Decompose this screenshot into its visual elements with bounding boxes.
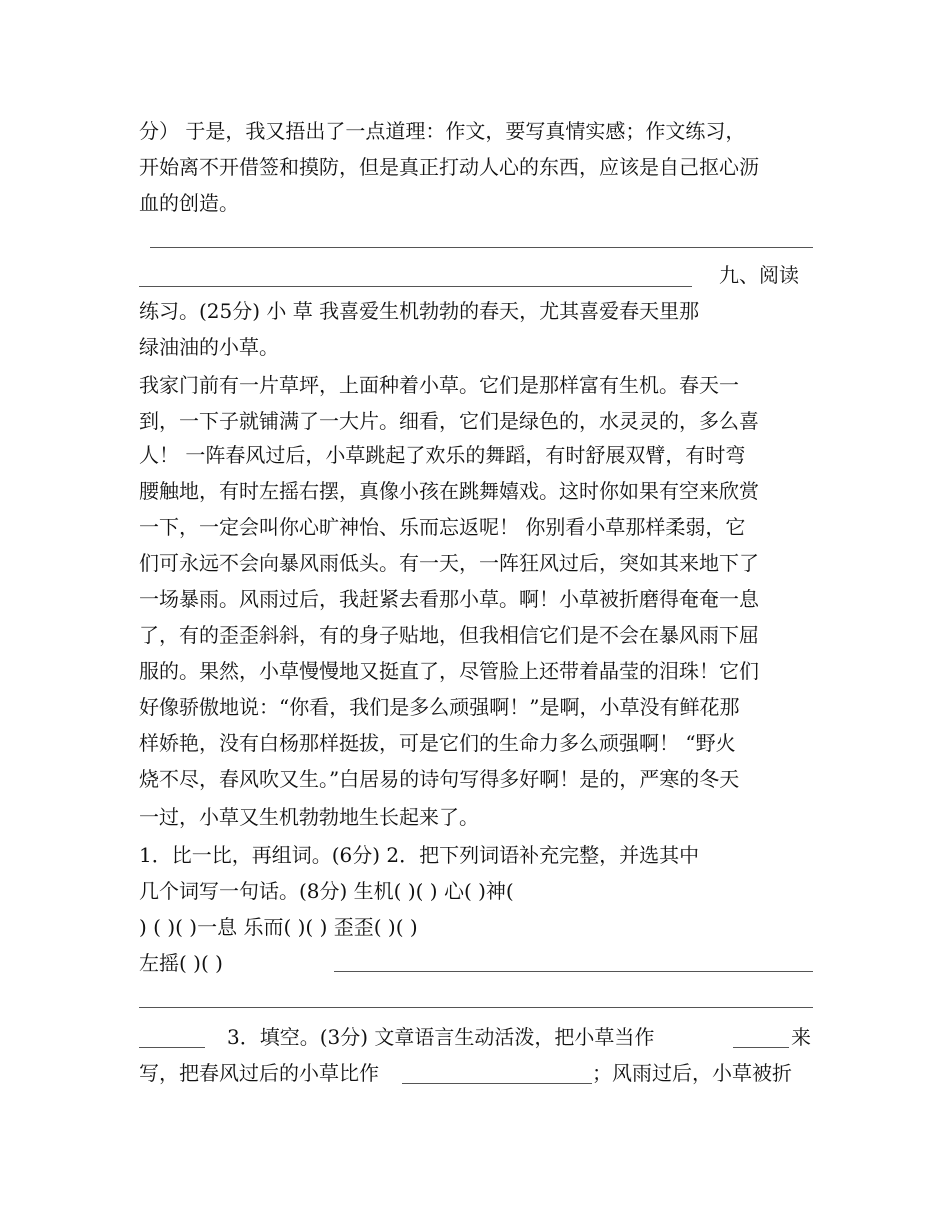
text-line: 了，有的歪歪斜斜，有的身子贴地，但我相信它们是不会在暴风雨下屈: [139, 623, 759, 647]
question-line: 3．填空。(3分) 文章语言生动活泼，把小草当作: [227, 1025, 655, 1049]
text-line: 们可永远不会向暴风雨低头。有一天，一阵狂风过后，突如其来地下了: [139, 551, 759, 575]
text-line: 好像骄傲地说：“你看，我们是多么顽强啊！”是啊，小草没有鲜花那: [139, 695, 740, 719]
text-line: 开始离不开借签和摸防，但是真正打动人心的东西，应该是自己抠心沥: [139, 155, 759, 179]
text-line: 一过，小草又生机勃勃地生长起来了。: [139, 805, 479, 829]
text-line: 烧不尽，春风吹又生。”白居易的诗句写得多好啊！是的，严寒的冬天: [139, 767, 740, 791]
text-line: 到，一下子就铺满了一大片。细看，它们是绿色的，水灵灵的，多么喜: [139, 409, 759, 433]
text-line: 分） 于是，我又捂出了一点道理：作文，要写真情实感；作文练习，: [139, 119, 746, 143]
text-line: 血的创造。: [139, 191, 239, 215]
section-heading: 九、阅读: [719, 263, 799, 287]
question-line: 1．比一比，再组词。(6分) 2．把下列词语补充完整，并选其中: [139, 843, 700, 867]
text-line: 腰触地，有时左摇右摆，真像小孩在跳舞嬉戏。这时你如果有空来欣赏: [139, 479, 759, 503]
answer-blank: [402, 1083, 592, 1084]
text-line: 绿油油的小草。: [139, 335, 279, 359]
text-line: 样娇艳，没有白杨那样挺拔，可是它们的生命力多么顽强啊！ “野火: [139, 731, 736, 755]
text-line: 一场暴雨。风雨过后，我赶紧去看那小草。啊！小草被折磨得奄奄一息: [139, 587, 759, 611]
question-line: ) ( )( )一息 乐而( )( ) 歪歪( )( ): [139, 915, 418, 939]
answer-line: [334, 971, 813, 972]
text-fragment: 来: [791, 1025, 811, 1049]
text-line: 写，把春风过后的小草比作: [139, 1061, 379, 1085]
text-fragment: ；风雨过后，小草被折: [592, 1061, 792, 1085]
text-line: 练习。(25分) 小 草 我喜爱生机勃勃的春天，尤其喜爱春天里那: [139, 299, 700, 323]
text-line: 人！ 一阵春风过后，小草跳起了欢乐的舞蹈，有时舒展双臂，有时弯: [139, 443, 746, 467]
answer-line: [150, 247, 813, 248]
answer-line: [139, 1007, 813, 1008]
question-line: 几个词写一句话。(8分) 生机( )( ) 心( )神(: [139, 879, 514, 903]
question-line: 左摇( )( ): [139, 951, 223, 975]
answer-blank: [139, 1047, 205, 1048]
answer-line: [139, 286, 692, 287]
answer-blank: [733, 1047, 789, 1048]
text-line: 服的。果然，小草慢慢地又挺直了，尽管脸上还带着晶莹的泪珠！它们: [139, 659, 759, 683]
text-line: 一下，一定会叫你心旷神怡、乐而忘返呢！ 你别看小草那样柔弱，它: [139, 515, 746, 539]
text-line: 我家门前有一片草坪，上面种着小草。它们是那样富有生机。春天一: [139, 373, 739, 397]
